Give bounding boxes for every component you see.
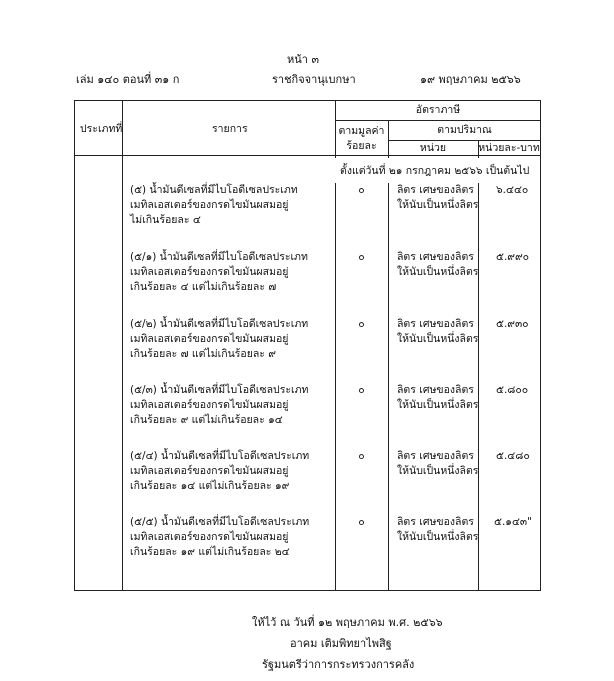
per-unit-rate: ๕.๑๔๓" bbox=[494, 516, 532, 528]
publication-name: ราชกิจจานุเบกษา bbox=[272, 73, 356, 86]
unit-text: ให้นับเป็นหนึ่งลิตร bbox=[397, 199, 479, 211]
per-unit-rate: ๕.๙๓๐ bbox=[496, 318, 529, 330]
per-unit-rate: ๕.๙๙๐ bbox=[496, 251, 530, 263]
page-number: หน้า ๓ bbox=[287, 53, 319, 66]
col-value-header: ตามมูลค่า bbox=[338, 125, 385, 137]
per-unit-rate: ๕.๔๘๐ bbox=[496, 450, 530, 462]
item-description: เมทิลเอสเตอร์ของกรดไขมันผสมอยู่ bbox=[130, 333, 289, 345]
unit-text: ให้นับเป็นหนึ่งลิตร bbox=[397, 465, 479, 477]
per-unit-rate: ๕.๘๐๐ bbox=[496, 384, 529, 396]
unit-text: ลิตร เศษของลิตร bbox=[397, 384, 474, 396]
item-description: เมทิลเอสเตอร์ของกรดไขมันผสมอยู่ bbox=[130, 399, 289, 411]
value-rate: ๐ bbox=[358, 251, 365, 263]
item-description: (๕/๔) น้ำมันดีเซลที่มีไบโอดีเซลประเภท bbox=[130, 450, 310, 462]
unit-text: ให้นับเป็นหนึ่งลิตร bbox=[397, 333, 479, 345]
value-rate: ๐ bbox=[358, 318, 365, 330]
volume-info: เล่ม ๑๔๐ ตอนที่ ๓๑ ก bbox=[76, 73, 180, 86]
item-description: เกินร้อยละ ๔ แต่ไม่เกินร้อยละ ๗ bbox=[130, 281, 277, 293]
col-category-header: ประเภทที่ bbox=[80, 123, 123, 135]
signatory-name: อาคม เติมพิทยาไพสิฐ bbox=[290, 637, 392, 650]
unit-text: ให้นับเป็นหนึ่งลิตร bbox=[397, 399, 479, 411]
per-unit-rate: ๖.๔๔๐ bbox=[496, 184, 529, 196]
col-items-header: รายการ bbox=[212, 123, 248, 135]
unit-text: ลิตร เศษของลิตร bbox=[397, 318, 474, 330]
col-per-unit-header: หน่วยละ-บาท bbox=[478, 142, 540, 154]
value-rate: ๐ bbox=[358, 516, 365, 528]
effective-date-note: ตั้งแต่วันที่ ๒๑ กรกฎาคม ๒๕๖๖ เป็นต้นไป bbox=[340, 165, 530, 177]
value-rate: ๐ bbox=[358, 384, 365, 396]
item-description: (๕/๑) น้ำมันดีเซลที่มีไบโอดีเซลประเภท bbox=[130, 251, 308, 263]
item-description: เมทิลเอสเตอร์ของกรดไขมันผสมอยู่ bbox=[130, 266, 289, 278]
item-description: เกินร้อยละ ๗ แต่ไม่เกินร้อยละ ๙ bbox=[130, 348, 276, 360]
item-description: เมทิลเอสเตอร์ของกรดไขมันผสมอยู่ bbox=[130, 465, 289, 477]
given-date: ให้ไว้ ณ วันที่ ๑๒ พฤษภาคม พ.ศ. ๒๕๖๖ bbox=[252, 616, 443, 629]
signatory-position: รัฐมนตรีว่าการกระทรวงการคลัง bbox=[262, 658, 415, 671]
unit-text: ลิตร เศษของลิตร bbox=[397, 251, 474, 263]
col-rate-header: อัตราภาษี bbox=[415, 104, 461, 116]
item-description: (๕/๒) น้ำมันดีเซลที่มีไบโอดีเซลประเภท bbox=[130, 318, 309, 330]
item-description: (๕/๕) น้ำมันดีเซลที่มีไบโอดีเซลประเภท bbox=[130, 516, 310, 528]
col-quantity-header: ตามปริมาณ bbox=[437, 124, 492, 136]
unit-text: ลิตร เศษของลิตร bbox=[397, 450, 474, 462]
unit-text: ให้นับเป็นหนึ่งลิตร bbox=[397, 531, 479, 543]
unit-text: ลิตร เศษของลิตร bbox=[397, 516, 474, 528]
item-description: ไม่เกินร้อยละ ๔ bbox=[130, 214, 201, 226]
value-rate: ๐ bbox=[358, 184, 365, 196]
col-value-unit-header: ร้อยละ bbox=[346, 140, 377, 152]
item-description: เกินร้อยละ ๑๙ แต่ไม่เกินร้อยละ ๒๔ bbox=[130, 546, 290, 558]
value-rate: ๐ bbox=[358, 450, 365, 462]
unit-text: ลิตร เศษของลิตร bbox=[397, 184, 474, 196]
col-unit-header: หน่วย bbox=[419, 142, 447, 154]
item-description: เกินร้อยละ ๙ แต่ไม่เกินร้อยละ ๑๔ bbox=[130, 414, 283, 426]
item-description: เกินร้อยละ ๑๔ แต่ไม่เกินร้อยละ ๑๙ bbox=[130, 480, 290, 492]
item-description: เมทิลเอสเตอร์ของกรดไขมันผสมอยู่ bbox=[130, 531, 289, 543]
item-description: เมทิลเอสเตอร์ของกรดไขมันผสมอยู่ bbox=[130, 199, 289, 211]
unit-text: ให้นับเป็นหนึ่งลิตร bbox=[397, 266, 479, 278]
item-description: (๕/๓) น้ำมันดีเซลที่มีไบโอดีเซลประเภท bbox=[130, 384, 309, 396]
publication-date: ๑๙ พฤษภาคม ๒๕๖๖ bbox=[420, 73, 521, 86]
item-description: (๕) น้ำมันดีเซลที่มีไบโอดีเซลประเภท bbox=[130, 184, 298, 196]
